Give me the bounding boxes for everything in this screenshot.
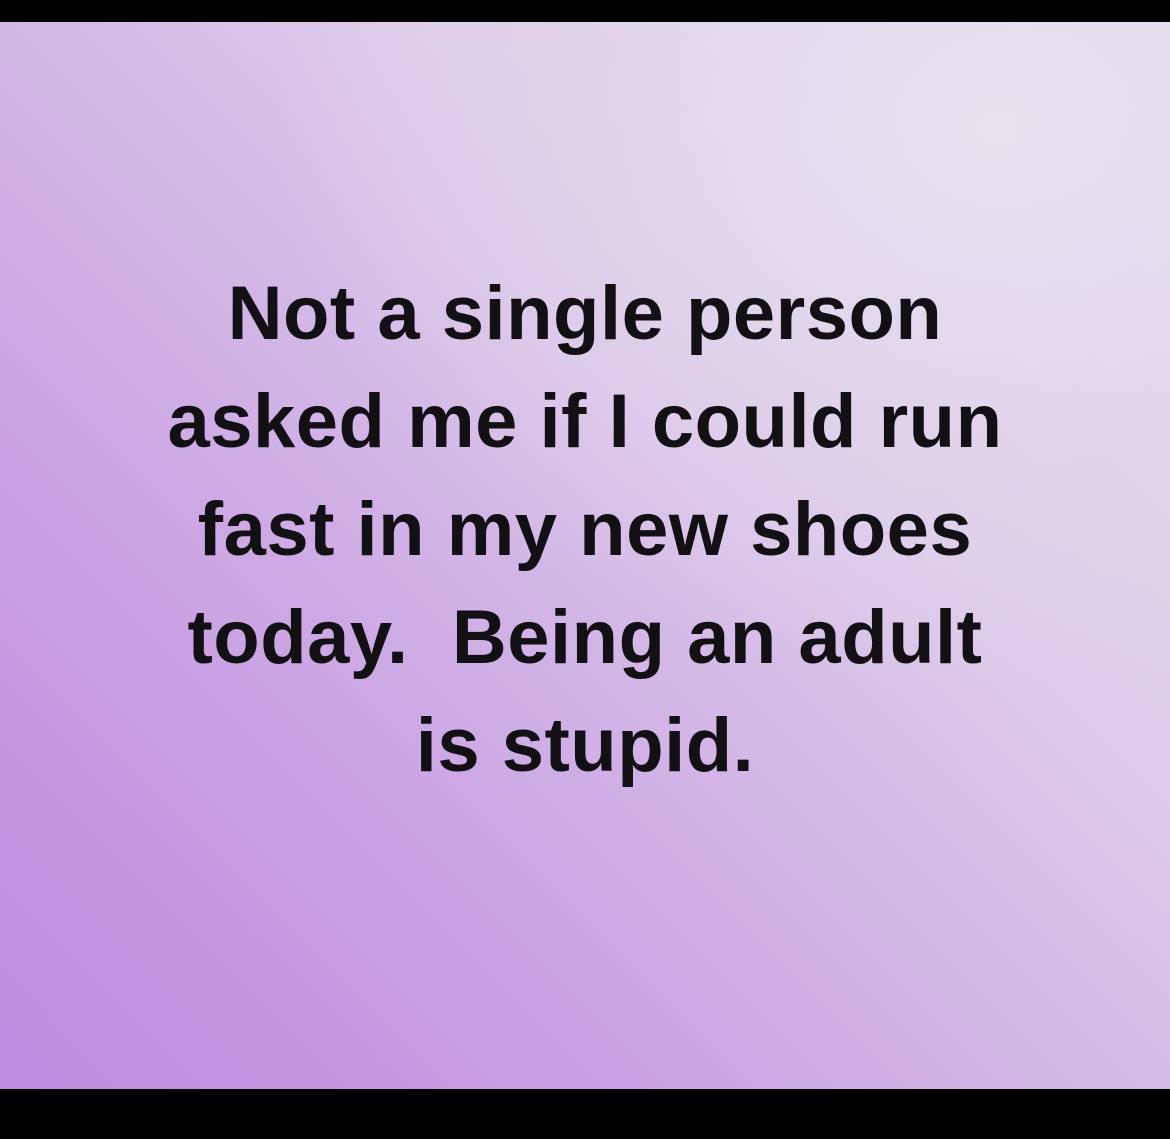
quote-line-3: fast in my new shoes <box>197 487 973 572</box>
quote-line-1: Not a single person <box>227 271 943 356</box>
quote-line-5: is stupid. <box>415 703 755 788</box>
quote-card <box>0 22 1170 1089</box>
bottom-black-bar <box>0 1089 1170 1139</box>
quote-text <box>0 260 1170 800</box>
top-black-bar <box>0 0 1170 22</box>
quote-line-2: asked me if I could run <box>167 379 1003 464</box>
quote-line-4: today. Being an adult <box>187 595 983 680</box>
